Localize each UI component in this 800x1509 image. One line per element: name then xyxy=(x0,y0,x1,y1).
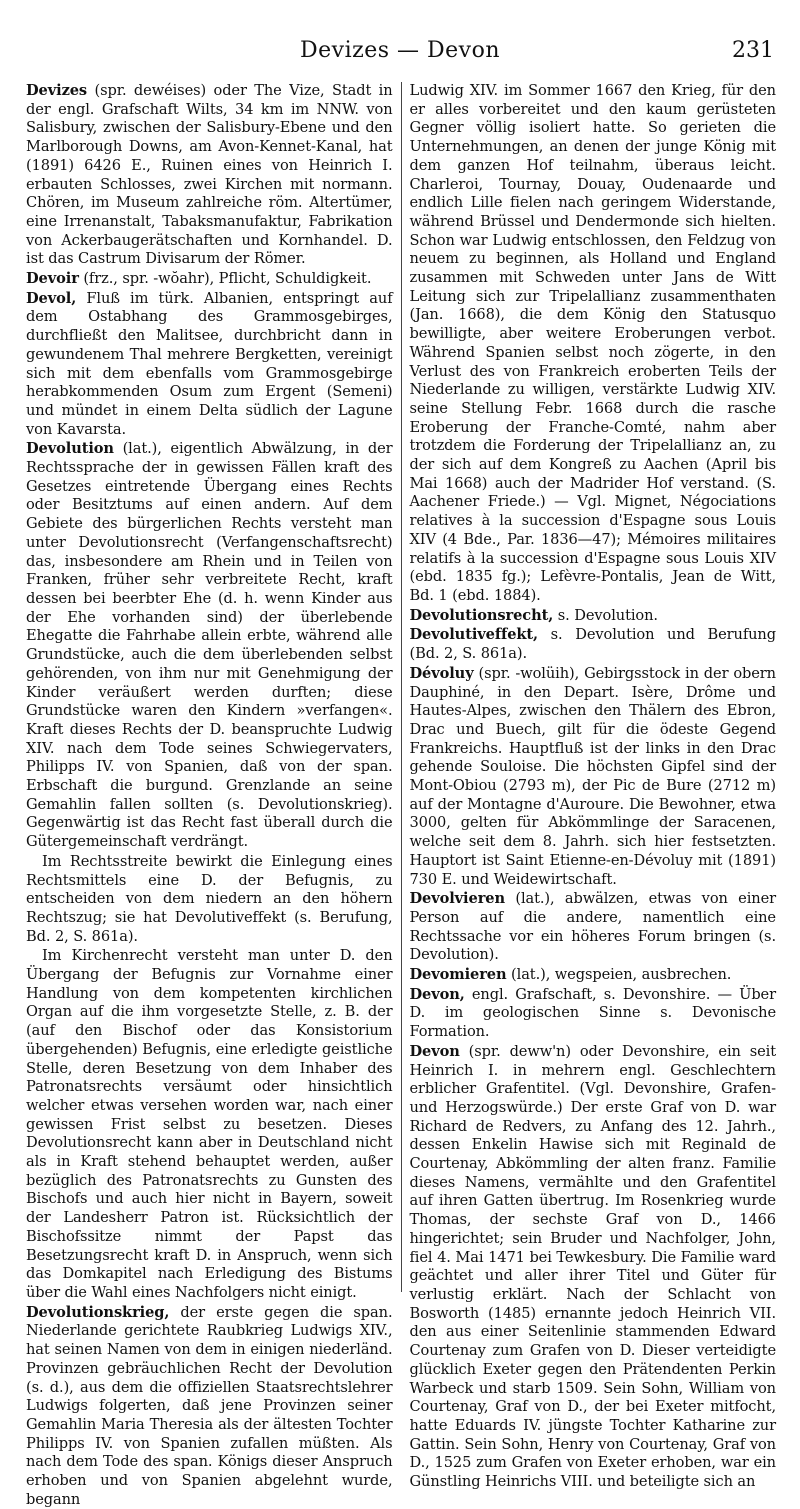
entry-text: (lat.), abwälzen, etwas von einer Person auf die andere, namentlich eine Rechtssache vor ein höheres Forum bringen (s. Devolution). xyxy=(409,890,776,964)
entry-text: s. Devolution und Berufung (Bd. 2, S. 861a). xyxy=(409,626,776,663)
right-column xyxy=(409,82,776,1491)
dictionary-entry xyxy=(26,1304,393,1509)
entry-text: (lat.), wegspeien, ausbrechen. xyxy=(506,966,732,984)
entry-headword: Dévoluy xyxy=(409,664,474,682)
dictionary-entry xyxy=(26,290,393,440)
dictionary-entry xyxy=(26,82,393,269)
dictionary-entry xyxy=(409,626,776,663)
column-divider xyxy=(401,82,402,1292)
entry-text: Fluß im türk. Albanien, entspringt auf dem Ostabhang des Grammosgebirges, durchfließt den Malitsee, durchbricht dann in gewundenem Thal mehrere Bergketten, vereinigt sich mit dem ebenfalls vom Grammosgebirge herabkommenden Osum zum Ergent (Semeni) und mündet in einem Delta südlich der Lagune von Kavarsta. xyxy=(26,289,393,438)
entry-text: Im Kirchenrecht versteht man unter D. den Übergang der Befugnis zur Vornahme einer Handlung von dem kompetenten kirchlichen Organ auf die ihm vorgesetzte Stelle, z. B. der (auf den Bischof oder das Konsistorium übergehenden) Befugnis, eine erledigte geistliche Stelle, deren Besetzung von dem Inhaber des Patronatsrechts versäumt oder hinsichtlich welcher etwas versehen worden war, nach einer gewissen Frist selbst zu besetzen. Dieses Devolutionsrecht kann aber in Deutschland nicht als in Kraft stehend behauptet werden, außer bezüglich des Patronatsrechts zu Gunsten des Bischofs und auch hier nicht in Bayern, soweit der Landesherr Patron ist. Rücksichtlich der Bischofssitze nimmt der Papst das Besetzungsrecht kraft D. in Anspruch, wenn sich das Domkapitel nach Erledigung des Bistums über die Wahl eines Nachfolgers nicht einigt. xyxy=(26,947,393,1301)
dictionary-entry xyxy=(409,966,776,985)
dictionary-entry xyxy=(409,890,776,965)
entry-text: (spr. -wolüih), Gebirgsstock in der obern Dauphiné, in den Depart. Isère, Drôme und Hautes-Alpes, zwischen den Thälern des Ebron, Drac und Buech, gilt für die ödeste Gegend Frankreichs. Hauptfluß ist der links in den Drac gehende Souloise. Die höchsten Gipfel sind der Mont-Obiou (2793 m), der Pic de Bure (2712 m) auf der Montagne d'Auroure. Die Bewohner, etwa 3000, gelten für Abkömmlinge der Saracenen, welche seit dem 8. Jahrh. sich hier festsetzten. Hauptort ist Saint Etienne-en-Dévoluy mit (1891) 730 E. und Weidewirtschaft. xyxy=(409,664,776,888)
entry-text: Ludwig XIV. im Sommer 1667 den Krieg, für den er alles vorbereitet und den kaum gerüsteten Gegner völlig isoliert hatte. So gerieten die Unternehmungen, an denen der junge König mit dem ganzen Hof teilnahm, überaus leicht. Charleroi, Tournay, Douay, Oudenaarde und endlich Lille fielen nach geringem Widerstande, während Brüssel und Dendermonde sich hielten. Schon war Ludwig entschlossen, den Feldzug von neuem zu beginnen, als Holland und England zusammen mit Schweden unter Jans de Witt Leitung sich zur Tripelallianz zusammenthaten (Jan. 1668), die dem König den Statusquo bewilligte, aber weitere Eroberungen verbot. Während Spanien selbst noch zögerte, in den Verlust des von Frankreich eroberten Teils der Niederlande zu willigen, verstärkte Ludwig XIV. seine Stellung Febr. 1668 durch die rasche Eroberung der Franche-Comté, nahm aber trotzdem die Forderung der Tripelallianz an, zu der sich auf dem Kongreß zu Aachen (April bis Mai 1668) auch der Madrider Hof verstand. (S. Aachener Friede.) — Vgl. Mignet, Négociations relatives à la succession d'Espagne sous Louis XIV (4 Bde., Par. 1836—47); Mémoires militaires relatifs à la succession d'Espagne sous Louis XIV (ebd. 1835 fg.); Lefèvre-Pontalis, Jean de Witt, Bd. 1 (ebd. 1884). xyxy=(409,82,776,604)
running-title: Devizes — Devon xyxy=(299,38,500,63)
entry-text: (spr. deww'n) oder Devonshire, ein seit Heinrich I. in mehrern engl. Geschlechtern erblicher Grafentitel. (Vgl. Devonshire, Grafen- und Herzogswürde.) Der erste Graf von D. war Richard de Redvers, zu Anfang des 12. Jahrh., dessen Enkelin Hawise sich mit Reginald de Courtenay, Abkömmling der alten franz. Familie dieses Namens, vermählte und den Grafentitel auf ihren Gatten übertrug. Im Rosenkrieg wurde Thomas, der sechste Graf von D., 1466 hingerichtet; sein Bruder und Nachfolger, John, fiel 4. Mai 1471 bei Tewkesbury. Die Familie ward geächtet und aller ihrer Titel und Güter für verlustig erklärt. Nach der Schlacht von Bosworth (1485) ernannte jedoch Heinrich VII. den aus einer Seitenlinie stammenden Edward Courtenay zum Grafen von D. Dieser verteidigte glücklich Exeter gegen den Prätendenten Perkin Warbeck und starb 1509. Sein Sohn, William von Courtenay, Graf von D., der bei Exeter mitfocht, hatte Eduards IV. jüngste Tochter Katharine zur Gattin. Sein Sohn, Henry von Courtenay, Graf von D., 1525 zum Grafen von Exeter erhoben, war ein Günstling Heinrichs VIII. und beteiligte sich an xyxy=(409,1042,776,1491)
dictionary-entry xyxy=(409,607,776,626)
entry-text: (spr. dewéises) oder The Vize, Stadt in der engl. Grafschaft Wilts, 34 km im NNW. von Salisbury, zwischen der Salisbury-Ebene und den Marlborough Downs, am Avon-Kennet-Kanal, hat (1891) 6426 E., Ruinen eines von Heinrich I. erbauten Schlosses, zwei Kirchen mit normann. Chören, im Museum zahlreiche röm. Altertümer, eine Irrenanstalt, Tabaksmanufaktur, Fabrikation von Ackerbaugerätschaften und Kornhandel. D. ist das Castrum Divisarum der Römer. xyxy=(26,82,393,268)
entry-headword: Devolvieren xyxy=(409,890,505,908)
entry-headword: Devon xyxy=(409,1042,460,1060)
entry-headword: Devon, xyxy=(409,985,465,1003)
entry-text: s. Devolution. xyxy=(553,606,658,624)
dictionary-entry xyxy=(26,440,393,851)
page-header xyxy=(0,38,800,68)
entry-headword: Devolution xyxy=(26,440,114,458)
entry-headword: Devolutiveffekt, xyxy=(409,626,539,644)
entry-paragraph xyxy=(26,853,393,947)
entry-text: der erste gegen die span. Niederlande gerichtete Raubkrieg Ludwigs XIV., hat seinen Namen von dem in einigen niederländ. Provinzen gebräuchlichen Recht der Devolution (s. d.), aus dem die offiziellen Staatsrechtslehrer Ludwigs folgerten, daß jene Provinzen seiner Gemahlin Maria Theresia als der ältesten Tochter Philipps IV. von Spanien zufallen müßten. Als nach dem Tode des span. Königs dieser Anspruch erhoben und von Spanien abgelehnt wurde, begann xyxy=(26,1303,393,1508)
entry-paragraph xyxy=(26,947,393,1302)
left-column xyxy=(26,82,393,1508)
entry-headword: Devizes xyxy=(26,82,88,99)
entry-text: (frz., spr. -wŏahr), Pflicht, Schuldigkeit. xyxy=(78,270,372,288)
entry-text: (lat.), eigentlich Abwälzung, in der Rechtssprache der in gewissen Fällen kraft des Gesetzes eintretende Übergang eines Rechts oder Besitztums auf einen andern. Auf dem Gebiete des bürgerlichen Rechts versteht man unter Devolutionsrecht (Verfangenschaftsrecht) das, insbesondere am Rhein und in Teilen von Franken, früher sehr verbreitete Recht, kraft dessen bei beerbter Ehe (d. h. wenn Kinder aus der Ehe vorhanden sind) der überlebende Ehegatte die Fahrhabe allein erbte, während alle Grundstücke, auch die dem überlebenden selbst gehörenden, von ihm nur mit Genehmigung der Kinder veräußert werden durften; diese Grundstücke waren den Kindern »verfangen«. Kraft dieses Rechts der D. beanspruchte Ludwig XIV. nach dem Tode seines Schwiegervaters, Philipps IV. von Spanien, daß von der span. Erbschaft die burgund. Grenzlande an seine Gemahlin fallen sollten (s. Devolutionskrieg). Gegenwärtig ist das Recht fast überall durch die Gütergemeinschaft verdrängt. xyxy=(26,440,393,851)
entry-headword: Devoir xyxy=(26,270,79,288)
entry-text: Im Rechtsstreite bewirkt die Einlegung eines Rechtsmittels eine D. der Befugnis, zu entscheiden von dem niedern an den höhern Rechtszug; sie hat Devolutiveffekt (s. Berufung, Bd. 2, S. 861a). xyxy=(26,852,393,945)
text-columns xyxy=(26,82,776,1508)
dictionary-entry xyxy=(409,986,776,1042)
page-number: 231 xyxy=(732,38,774,63)
entry-headword: Devolutionskrieg, xyxy=(26,1303,170,1321)
entry-headword: Devolutionsrecht, xyxy=(409,606,554,624)
entry-text: engl. Grafschaft, s. Devonshire. — Über D. im geologischen Sinne s. Devonische Formation. xyxy=(409,985,776,1041)
entry-headword: Devol, xyxy=(26,289,77,307)
dictionary-entry xyxy=(409,1043,776,1492)
dictionary-entry xyxy=(409,665,776,889)
dictionary-entry xyxy=(409,82,776,606)
entry-headword: Devomieren xyxy=(409,966,507,984)
dictionary-entry xyxy=(26,270,393,289)
